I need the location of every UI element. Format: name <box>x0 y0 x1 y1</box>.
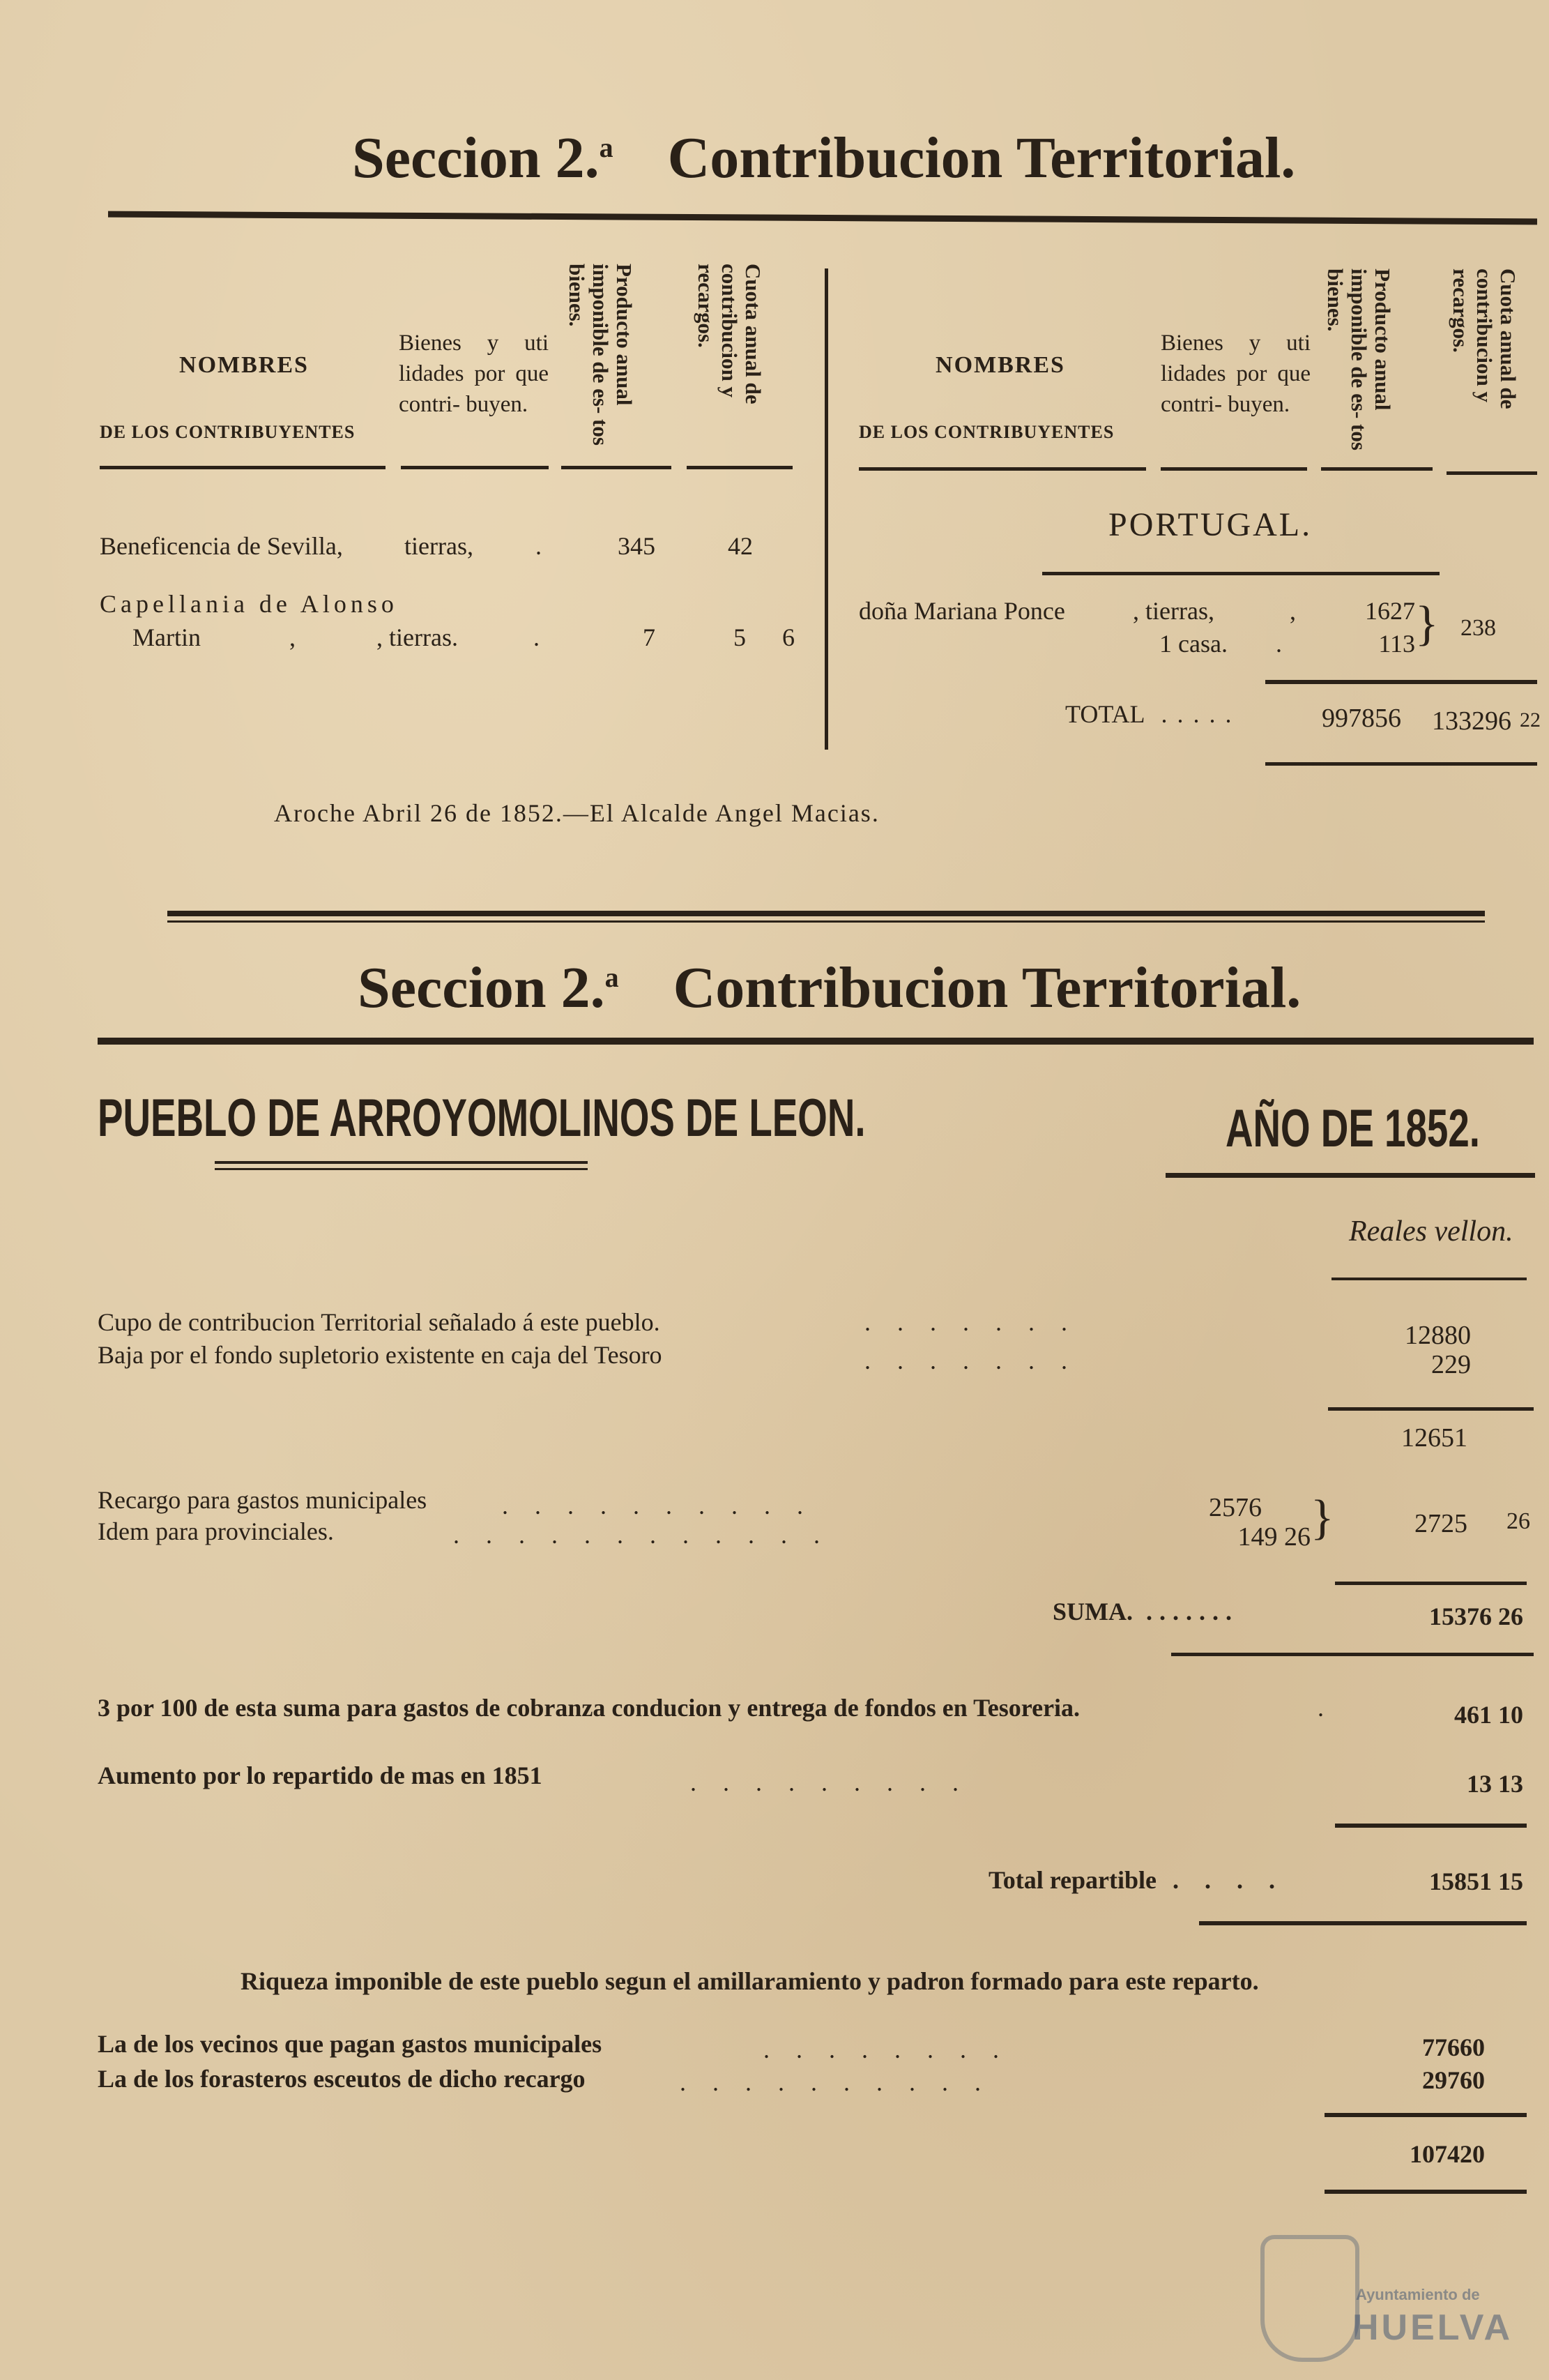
aumento-label: Aumento por lo repartido de mas en 1851 <box>98 1761 542 1789</box>
recargos-total-b: 26 <box>1506 1508 1530 1534</box>
right-row-brace: } <box>1415 597 1439 651</box>
right-row-bienes-1: , tierras, <box>1133 597 1214 625</box>
right-header-producto: Producto anual imponible de es- tos bienes. <box>1323 268 1395 450</box>
right-header-rule-3 <box>1321 467 1433 471</box>
aumento-dots: ......... <box>690 1768 985 1796</box>
top-title-b: Contribucion Territorial. <box>667 126 1296 190</box>
recargo-prov-value: 149 26 <box>1237 1522 1311 1552</box>
suma-label: SUMA. ....... <box>1053 1598 1239 1625</box>
right-total-rule-top <box>1265 680 1537 684</box>
total-producto: 997856 <box>1322 704 1401 733</box>
right-header-rule-2 <box>1161 467 1307 471</box>
recargo-prov-label: Idem para provinciales. <box>98 1517 334 1545</box>
right-total-rule-bottom <box>1265 762 1537 766</box>
right-row-dot: . <box>1276 630 1282 658</box>
right-row-bienes-1-text: tierras, <box>1145 597 1214 625</box>
total-cuota: 133296 <box>1432 706 1511 736</box>
currency-label: Reales vellon. <box>1349 1215 1513 1248</box>
signature-line: Aroche Abril 26 de 1852.—El Alcalde Angel Macias. <box>274 799 880 827</box>
left-row-2-dot: . <box>533 623 540 651</box>
left-row-2-producto: 7 <box>643 623 655 651</box>
top-title-a: Seccion 2. <box>352 126 600 190</box>
top-column-divider <box>825 268 828 750</box>
total-label-text: TOTAL <box>1065 700 1145 728</box>
left-header-cuota: Cuota anual de contribucion y recargos. <box>694 264 765 404</box>
right-header-contribuyentes: DE LOS CONTRIBUYENTES <box>859 422 1115 442</box>
total-rep-rule-bottom <box>1199 1921 1527 1925</box>
right-row-bienes-2: 1 casa. <box>1159 630 1228 658</box>
suma-label-text: SUMA. <box>1053 1598 1133 1625</box>
pueblo-underline-1 <box>215 1161 588 1164</box>
left-row-2-cuota-b: 6 <box>782 623 795 651</box>
stamp-big-text: HUELVA <box>1352 2307 1513 2348</box>
bottom-title-sup: a <box>604 962 619 993</box>
bottom-title-rule <box>98 1038 1534 1045</box>
forasteros-dots: .......... <box>680 2068 1007 2096</box>
cupo-label: Cupo de contribucion Territorial señalado á este pueblo. <box>98 1308 660 1336</box>
recargos-total: 2725 <box>1414 1509 1467 1538</box>
bottom-title-a: Seccion 2. <box>358 955 605 1020</box>
pueblo-underline-2 <box>215 1168 588 1170</box>
section-separator-2 <box>167 920 1485 923</box>
recargos-brace: } <box>1311 1491 1334 1545</box>
portugal-heading: PORTUGAL. <box>1108 506 1313 543</box>
left-row-1-bienes: tierras, <box>404 532 473 560</box>
left-row-1-name: Beneficencia de Sevilla, <box>100 532 343 560</box>
left-header-rule-4 <box>687 466 793 469</box>
subtotal-rule <box>1328 1407 1534 1411</box>
riqueza-rule-bottom <box>1325 2190 1527 2194</box>
right-row-comma: , <box>1290 597 1296 625</box>
pueblo-heading: PUEBLO DE ARROYOMOLINOS DE LEON. <box>98 1089 866 1148</box>
cobranza-value: 461 10 <box>1454 1701 1523 1729</box>
recargo-prov-dots: ............ <box>453 1521 846 1549</box>
top-title-rule <box>108 211 1537 225</box>
left-header-rule-3 <box>561 466 671 469</box>
suma-value: 15376 26 <box>1429 1602 1523 1630</box>
aumento-value: 13 13 <box>1467 1770 1523 1798</box>
left-header-nombres: NOMBRES <box>179 352 309 378</box>
forasteros-value: 29760 <box>1422 2066 1485 2094</box>
vecinos-label: La de los vecinos que pagan gastos municipales <box>98 2030 602 2058</box>
left-row-1-cuota: 42 <box>728 532 753 560</box>
ano-underline <box>1166 1173 1535 1178</box>
vecinos-dots: ........ <box>763 2036 1025 2063</box>
total-cuota-b: 22 <box>1520 708 1541 732</box>
riqueza-rule-top <box>1325 2113 1527 2117</box>
left-header-producto: Producto anual imponible de es- tos bienes. <box>565 264 636 446</box>
ano-heading: AÑO DE 1852. <box>1226 1099 1480 1158</box>
baja-label: Baja por el fondo supletorio existente en caja del Tesoro <box>98 1341 662 1369</box>
riqueza-total: 107420 <box>1410 2140 1485 2168</box>
right-row-name: doña Mariana Ponce <box>859 597 1065 625</box>
left-row-2-bienes-text: tierras. <box>389 623 458 651</box>
right-header-nombres: NOMBRES <box>936 352 1065 378</box>
left-header-contribuyentes: DE LOS CONTRIBUYENTES <box>100 422 356 442</box>
cobranza-dot: . <box>1318 1694 1324 1722</box>
left-row-1-dot: . <box>535 532 542 560</box>
subtotal-value: 12651 <box>1401 1423 1467 1453</box>
suma-rule-top <box>1335 1582 1527 1585</box>
portugal-rule <box>1042 572 1440 575</box>
top-title-sup: a <box>599 132 613 163</box>
left-row-2-name: Capellania de Alonso <box>100 590 398 618</box>
riqueza-title: Riqueza imponible de este pueblo segun el amillaramiento y padron formado para este reparto. <box>241 1967 1259 1995</box>
right-header-cuota: Cuota anual de contribucion y recargos. <box>1449 268 1520 409</box>
total-label: TOTAL ..... <box>1065 700 1242 728</box>
right-header-rule-1 <box>859 467 1146 471</box>
right-header-bienes: Bienes y uti lidades por que contri- buyen. <box>1161 331 1311 417</box>
right-row-producto-1: 1627 <box>1365 597 1415 625</box>
currency-rule <box>1331 1278 1527 1280</box>
left-header-rule-1 <box>100 466 386 469</box>
forasteros-label: La de los forasteros esceutos de dicho recargo <box>98 2065 586 2093</box>
total-rep-label-text: Total repartible <box>989 1866 1157 1894</box>
cobranza-label: 3 por 100 de esta suma para gastos de cobranza conducion y entrega de fondos en Tesoreria. <box>98 1694 1081 1722</box>
left-row-2-cuota: 5 <box>733 623 746 651</box>
huelva-seal-icon <box>1260 2235 1359 2362</box>
left-header-rule-2 <box>401 466 549 469</box>
vecinos-value: 77660 <box>1422 2033 1485 2061</box>
recargo-mun-value: 2576 <box>1209 1493 1262 1522</box>
cupo-value: 12880 <box>1405 1321 1471 1350</box>
suma-rule-bottom <box>1171 1653 1534 1656</box>
left-row-2-bienes: , tierras. <box>376 623 458 651</box>
recargo-mun-label: Recargo para gastos municipales <box>98 1486 427 1514</box>
stamp-small-text: Ayuntamiento de <box>1356 2286 1480 2303</box>
left-row-2-comma: , <box>289 623 296 651</box>
bottom-title-b: Contribucion Territorial. <box>673 955 1302 1020</box>
right-header-rule-4 <box>1447 471 1537 475</box>
right-row-producto-2: 113 <box>1378 630 1415 658</box>
baja-dots: ....... <box>864 1347 1094 1374</box>
top-section-title <box>352 124 1295 192</box>
total-rep-rule-top <box>1335 1824 1527 1828</box>
left-row-2-name2: Martin <box>132 623 201 651</box>
total-rep-label: Total repartible . . . . <box>989 1866 1285 1894</box>
left-row-1-producto: 345 <box>618 532 655 560</box>
right-row-cuota: 238 <box>1460 615 1496 641</box>
cupo-dots: ....... <box>864 1308 1094 1336</box>
recargo-mun-dots: .......... <box>502 1492 830 1519</box>
total-rep-value: 15851 15 <box>1429 1867 1523 1895</box>
section-separator-1 <box>167 911 1485 916</box>
bottom-section-title <box>358 954 1301 1022</box>
baja-value: 229 <box>1431 1350 1471 1379</box>
left-header-bienes: Bienes y uti lidades por que contri- buyen. <box>399 331 549 417</box>
